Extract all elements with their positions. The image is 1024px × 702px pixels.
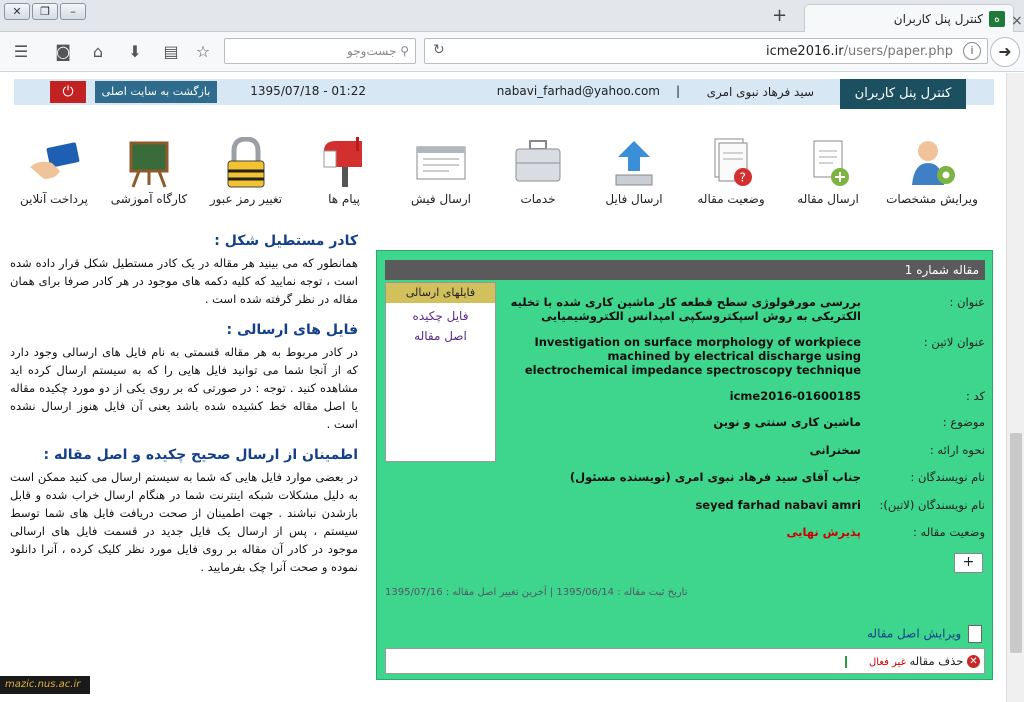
search-input[interactable] <box>224 38 416 64</box>
url-host: icme2016.ir <box>766 44 844 59</box>
tab-title: کنترل پنل کاربران <box>893 11 983 26</box>
user-name: سید فرهاد نبوی امری <box>706 85 814 99</box>
help-body: در بعضی موارد فایل هایی که شما به سیستم ارسال می کنید ممکن است به دلیل مشکلات شبکه اینترنت شما در هنگام ارسال خراب شده و قابل بازشدن نباشند . جهت اطمینان از صحت دریافت فایل های شما توسط سیستم ، پس از ارسال یک فایل جدید در قسمت فایل های ارسالی موجود در کادر آن مقاله بر روی فایل مورد نظر کلیک کرده ، آنرا دانلود نموده و صحت آنرا چک بفرمایید . <box>10 470 358 574</box>
new-tab-button[interactable]: + <box>772 5 788 26</box>
easel-icon <box>121 137 177 189</box>
mailbox-icon <box>316 137 372 189</box>
home-icon[interactable]: ⌂ <box>92 42 104 61</box>
edit-original-link[interactable] <box>867 625 982 643</box>
sent-files-header: فایلهای ارسالی <box>386 283 495 303</box>
site-info-icon[interactable]: i <box>963 42 981 60</box>
help-body: همانطور که می بینید هر مقاله در یک کادر مستطیل شکل قرار داده شده است ، توجه نمایید که کلیه دکمه های موجود در هر کادر صرفا برای همان مقاله در نظر گرفته شده است . <box>10 256 358 306</box>
dashboard-toolbar <box>0 137 1006 217</box>
bookmark-star-icon[interactable]: ☆ <box>195 42 211 61</box>
row-key: کد : <box>965 389 985 403</box>
upload-icon <box>606 137 662 189</box>
url-text <box>766 44 953 59</box>
delete-x-icon[interactable]: ✕ <box>967 655 980 668</box>
tab-close-icon[interactable]: × <box>1011 13 1023 29</box>
toolbar-item-upload-file[interactable] <box>586 137 682 206</box>
reload-icon[interactable]: ↻ <box>433 42 445 58</box>
row-key: نحوه ارائه : <box>929 443 985 457</box>
toolbar-label: کارگاه آموزشی <box>110 192 188 206</box>
toolbar-label: پیام ها <box>328 192 360 206</box>
browser-tab[interactable] <box>804 4 1023 32</box>
document-question-icon <box>703 137 759 189</box>
toolbar-label: خدمات <box>520 192 556 206</box>
toolbar-item-article-status[interactable] <box>683 137 779 206</box>
user-settings-icon <box>904 137 960 189</box>
toolbar-item-messages[interactable] <box>296 137 392 206</box>
row-value: ماشین کاری سنتی و نوین <box>713 415 861 429</box>
user-email: nabavi_farhad@yahoo.com <box>496 84 660 98</box>
toolbar-item-change-password[interactable] <box>198 137 294 206</box>
restore-window-icon[interactable]: ❐ <box>32 3 58 20</box>
row-key: نام نویسندگان : <box>910 470 985 484</box>
help-title: فایل های ارسالی : <box>226 322 358 338</box>
toolbar-item-send-receipt[interactable] <box>393 137 489 206</box>
toolbar-item-services[interactable] <box>490 137 586 206</box>
padlock-icon <box>218 137 274 189</box>
close-window-icon[interactable]: ✕ <box>4 3 30 20</box>
user-top-bar <box>14 79 994 105</box>
row-value: پذیرش نهایی <box>786 525 861 539</box>
row-value: سخنرانی <box>809 443 861 457</box>
article-header: مقاله شماره 1 <box>385 260 985 280</box>
page-content <box>0 73 1006 702</box>
toolbar-label: ارسال مقاله <box>797 192 859 206</box>
toolbar-label: تغییر رمز عبور <box>209 192 283 206</box>
abstract-file-link[interactable]: فایل چکیده <box>412 309 469 323</box>
menu-icon[interactable]: ☰ <box>13 42 29 61</box>
sent-files-box <box>385 282 496 462</box>
edit-original-label: ویرایش اصل مقاله <box>867 626 962 641</box>
article-dates: تاریخ ثبت مقاله : 1395/06/14 | آخرین تغییر اصل مقاله : 1395/07/16 <box>385 587 688 598</box>
panel-title: کنترل پنل کاربران <box>840 79 966 109</box>
browser-nav-bar <box>0 32 1024 72</box>
expand-plus-button[interactable]: + <box>954 553 983 573</box>
favicon-icon: ه <box>989 11 1005 27</box>
reader-icon[interactable]: ▤ <box>163 42 179 61</box>
separator: | <box>675 84 680 98</box>
scroll-thumb[interactable] <box>1010 433 1022 653</box>
help-title: کادر مستطیل شکل : <box>214 233 358 249</box>
browser-tab-bar <box>0 0 1024 32</box>
toolbar-item-online-payment[interactable] <box>6 137 102 206</box>
delete-bar <box>385 648 985 674</box>
page-scrollbar[interactable] <box>1006 73 1024 702</box>
window-controls <box>4 3 86 20</box>
search-placeholder: جست‌وجو <box>347 44 397 58</box>
status-divider <box>845 656 847 668</box>
original-file-link[interactable]: اصل مقاله <box>414 329 467 343</box>
article-card <box>376 250 993 680</box>
minimize-window-icon[interactable]: – <box>60 3 86 20</box>
pocket-icon[interactable]: ◙ <box>55 42 71 61</box>
search-icon: ⚲ <box>400 44 409 58</box>
help-body: در کادر مربوط به هر مقاله قسمتی به نام فایل های ارسالی وجود دارد که از آنجا شما می توانید فایل هایی را که به سیستم ارسال کرده اید مشاهده کنید . توجه : در صورتی که بر روی یکی از دو مورد چکیده مقاله یا اصل مقاله خط کشیده شده باشد یعنی آن فایل هنوز ارسال نشده است . <box>10 345 358 431</box>
date-time: 1395/07/18 - 01:22 <box>250 84 366 98</box>
row-key: نام نویسندگان (لاتین): <box>879 498 985 512</box>
toolbar-item-edit-profile[interactable] <box>884 137 980 206</box>
document-add-icon <box>800 137 856 189</box>
row-value: seyed farhad nabavi amri <box>695 498 861 512</box>
address-bar[interactable] <box>424 38 988 64</box>
svg-text:?: ? <box>739 170 746 185</box>
row-value: icme2016-01600185 <box>729 389 861 403</box>
help-panel <box>10 233 358 590</box>
row-key: وضعیت مقاله : <box>913 525 985 539</box>
url-path: /users/paper.php <box>843 44 953 59</box>
download-icon[interactable]: ⬇ <box>128 42 142 61</box>
briefcase-icon <box>510 137 566 189</box>
row-key: عنوان لاتین : <box>923 335 985 349</box>
toolbar-item-send-article[interactable] <box>780 137 876 206</box>
inactive-status: غیر فعال <box>868 657 906 668</box>
help-title: اطمینان از ارسال صحیح چکیده و اصل مقاله : <box>43 447 358 463</box>
row-key: عنوان : <box>949 295 985 309</box>
row-value: Investigation on surface morphology of workpiece machined by electrical discharge using electrochemical impedance spectroscopy technique <box>524 335 861 377</box>
row-key: موضوع : <box>942 415 985 429</box>
logout-power-icon[interactable]: ⏻ <box>50 81 86 103</box>
back-to-site-button[interactable]: بازگشت به سایت اصلی <box>95 81 217 103</box>
toolbar-label: وضعیت مقاله <box>697 192 765 206</box>
document-edit-icon <box>968 625 982 643</box>
watermark: mazic.nus.ac.ir <box>0 676 90 694</box>
toolbar-label: ارسال فایل <box>605 192 663 206</box>
go-forward-icon[interactable]: ➜ <box>990 37 1020 67</box>
toolbar-item-workshop[interactable] <box>101 137 197 206</box>
toolbar-label: ارسال فیش <box>410 192 472 206</box>
toolbar-label: ویرایش مشخصات <box>886 192 978 206</box>
row-value: جناب آقای سید فرهاد نبوی امری (نویسنده مسئول) <box>569 470 861 484</box>
row-value: بررسی مورفولوژی سطح قطعه کار ماشین کاری شده با تخلیه الکتریکی به روش اسپکتروسکپی امپدانس الکتروشیمیایی <box>510 295 861 323</box>
delete-label[interactable]: حذف مقاله <box>909 654 964 668</box>
receipt-icon <box>413 137 469 189</box>
credit-card-icon <box>26 137 82 189</box>
toolbar-label: پرداخت آنلاین <box>20 192 88 206</box>
